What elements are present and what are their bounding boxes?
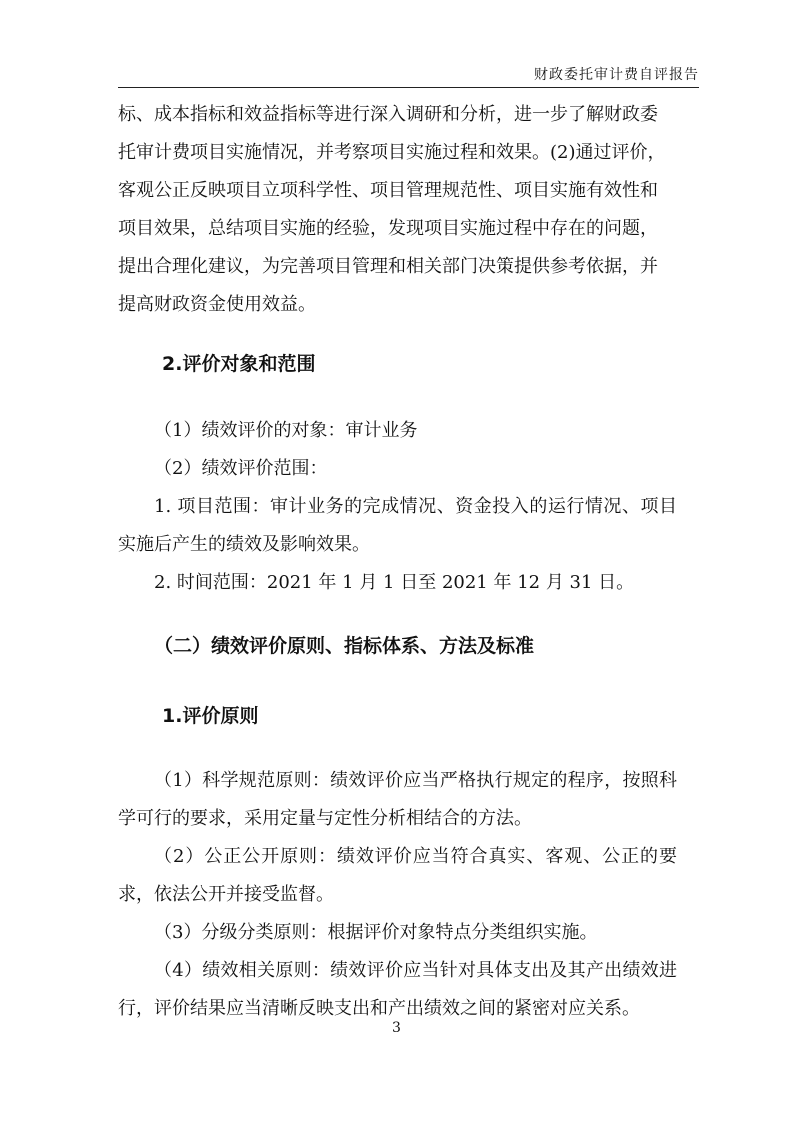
running-header: 财政委托审计费自评报告 (534, 67, 699, 83)
principle-scientific: （1）科学规范原则：绩效评价应当严格执行规定的程序，按照科学可行的要求，采用定量与定性分析相结合的方法。 (118, 770, 677, 829)
scope-sub-time: 2. 时间范围：2021 年 1 月 1 日至 2021 年 12 月 31 日。 (154, 572, 635, 593)
principle-performance: （4）绩效相关原则：绩效评价应当针对具体支出及其产出绩效进行，评价结果应当清晰反映支出和产出绩效之间的紧密对应关系。 (118, 960, 677, 1019)
section-heading-principles: （二）绩效评价原则、指标体系、方法及标准 (154, 635, 535, 657)
intro-line: 标、成本指标和效益指标等进行深入调研和分析，进一步了解财政委 (118, 104, 658, 125)
intro-line: 托审计费项目实施情况，并考察项目实施过程和效果。(2)通过评价， (118, 142, 666, 163)
intro-line: 提高财政资金使用效益。 (118, 294, 316, 315)
scope-item-object: （1）绩效评价的对象：审计业务 (154, 420, 418, 441)
principle-classified: （3）分级分类原则：根据评价对象特点分类组织实施。 (154, 922, 598, 943)
header-divider (118, 87, 699, 88)
page-number: 3 (392, 1020, 401, 1036)
section-heading-scope: 2.评价对象和范围 (162, 353, 316, 375)
principle-fair: （2）公正公开原则：绩效评价应当符合真实、客观、公正的要求，依法公开并接受监督。 (118, 846, 677, 905)
intro-paragraph (118, 96, 677, 324)
intro-line: 提出合理化建议，为完善项目管理和相关部门决策提供参考依据，并 (118, 256, 658, 277)
intro-line: 项目效果，总结项目实施的经验，发现项目实施过程中存在的问题， (118, 218, 658, 239)
document-body (118, 96, 677, 1028)
intro-line: 客观公正反映项目立项科学性、项目管理规范性、项目实施有效性和 (118, 180, 658, 201)
scope-item-range: （2）绩效评价范围： (154, 458, 328, 479)
subsection-heading-principles: 1.评价原则 (162, 705, 259, 727)
scope-sub-project: 1. 项目范围：审计业务的完成情况、资金投入的运行情况、项目实施后产生的绩效及影响效果。 (118, 496, 677, 555)
